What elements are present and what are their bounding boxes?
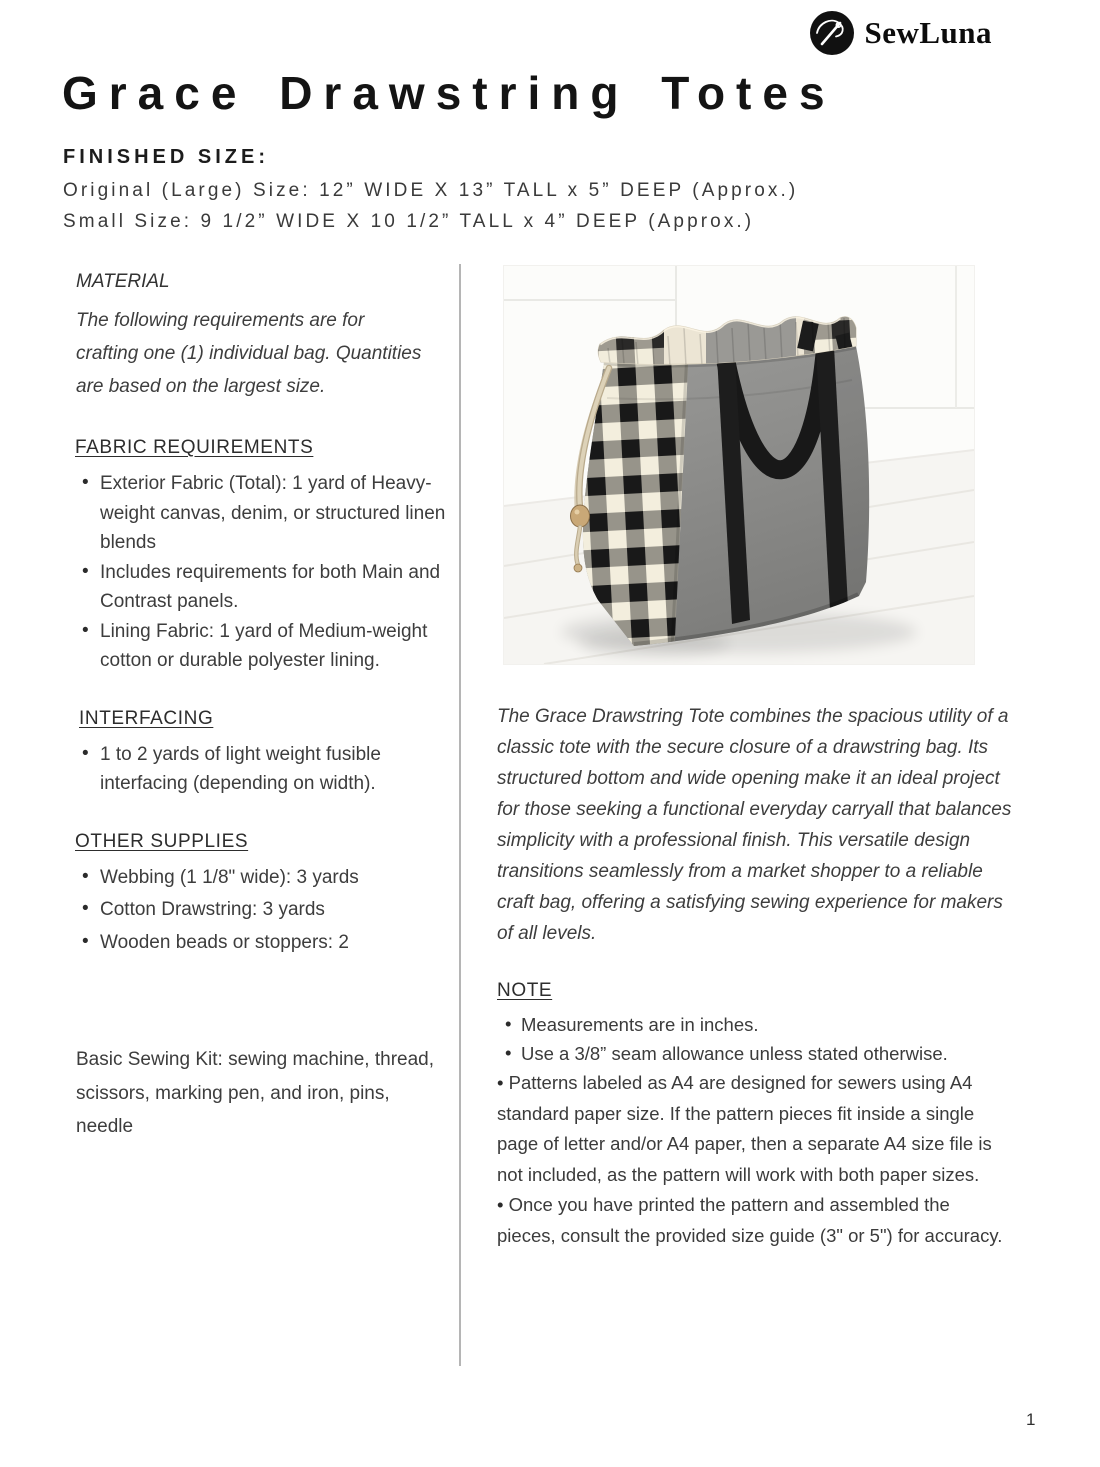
material-heading: MATERIAL [76,271,170,292]
description-paragraph: The Grace Drawstring Tote combines the spacious utility of a classic tote with the secure closure of a drawstring bag. Its structured bottom and wide opening make it an ideal project for those seeking a functional everyday carryall that balances simplicity with a professional finish. This versatile design transitions seamlessly from a market shopper to a reliable craft bag, offering a satisfying sewing experience for makers of all levels. [497,706,1012,944]
list-item: • Includes requirements for both Main and Contrast panels. [75,558,447,617]
note-item: • Use a 3/8” seam allowance unless stated otherwise. [497,1039,1013,1068]
materials-column [75,266,447,1163]
page-title: Grace Drawstring Totes [62,67,836,119]
fabric-requirements-list [75,469,447,676]
basic-sewing-kit-paragraph: Basic Sewing Kit: sewing machine, thread, scissors, marking pen, and iron, pins, needle [76,1049,435,1137]
finished-size-line-large: Original (Large) Size: 12” WIDE X 13” TALL x 5” DEEP (Approx.) [63,180,799,201]
finished-size-heading: FINISHED SIZE: [63,146,270,168]
tote-bag-photo [504,266,974,664]
fabric-requirements-heading: FABRIC REQUIREMENTS [75,437,314,458]
note-list [497,1010,1013,1068]
other-supplies-list [75,863,447,958]
list-item: • Cotton Drawstring: 3 yards [75,895,447,925]
needle-thread-icon [809,10,855,56]
list-item: • 1 to 2 yards of light weight fusible interfacing (depending on width). [75,740,447,799]
note-item: • Measurements are in inches. [497,1010,1013,1039]
column-divider [459,264,461,1366]
list-item: • Lining Fabric: 1 yard of Medium-weight cotton or durable polyester lining. [75,617,447,676]
material-paragraph: The following requirements are for crafting one (1) individual bag. Quantities are based on the largest size. [76,310,422,397]
interfacing-list [75,740,447,799]
other-supplies-heading: OTHER SUPPLIES [75,830,249,852]
note-item: • Patterns labeled as A4 are designed for sewers using A4 standard paper size. If the pattern pieces fit inside a single page of letter and/or A4 paper, then a separate A4 size file is not included, as the pattern will work with both paper sizes. [497,1068,1013,1190]
list-item: • Webbing (1 1/8" wide): 3 yards [75,863,447,893]
brand-name: SewLuna [864,15,992,50]
note-item: • Once you have printed the pattern and assembled the pieces, consult the provided size guide (3" or 5") for accuracy. [497,1190,1013,1251]
list-item: • Exterior Fabric (Total): 1 yard of Heavy-weight canvas, denim, or structured linen blends [75,469,447,558]
finished-size-lines [63,175,798,237]
interfacing-heading: INTERFACING [79,707,214,729]
page-number: 1 [1026,1410,1036,1429]
brand-logo [809,10,992,56]
list-item: • Wooden beads or stoppers: 2 [75,928,447,958]
finished-size-line-small: Small Size: 9 1/2” WIDE X 10 1/2” TALL x 4” DEEP (Approx.) [63,211,755,232]
note-heading: NOTE [497,980,553,1001]
description-column [497,266,1013,1251]
